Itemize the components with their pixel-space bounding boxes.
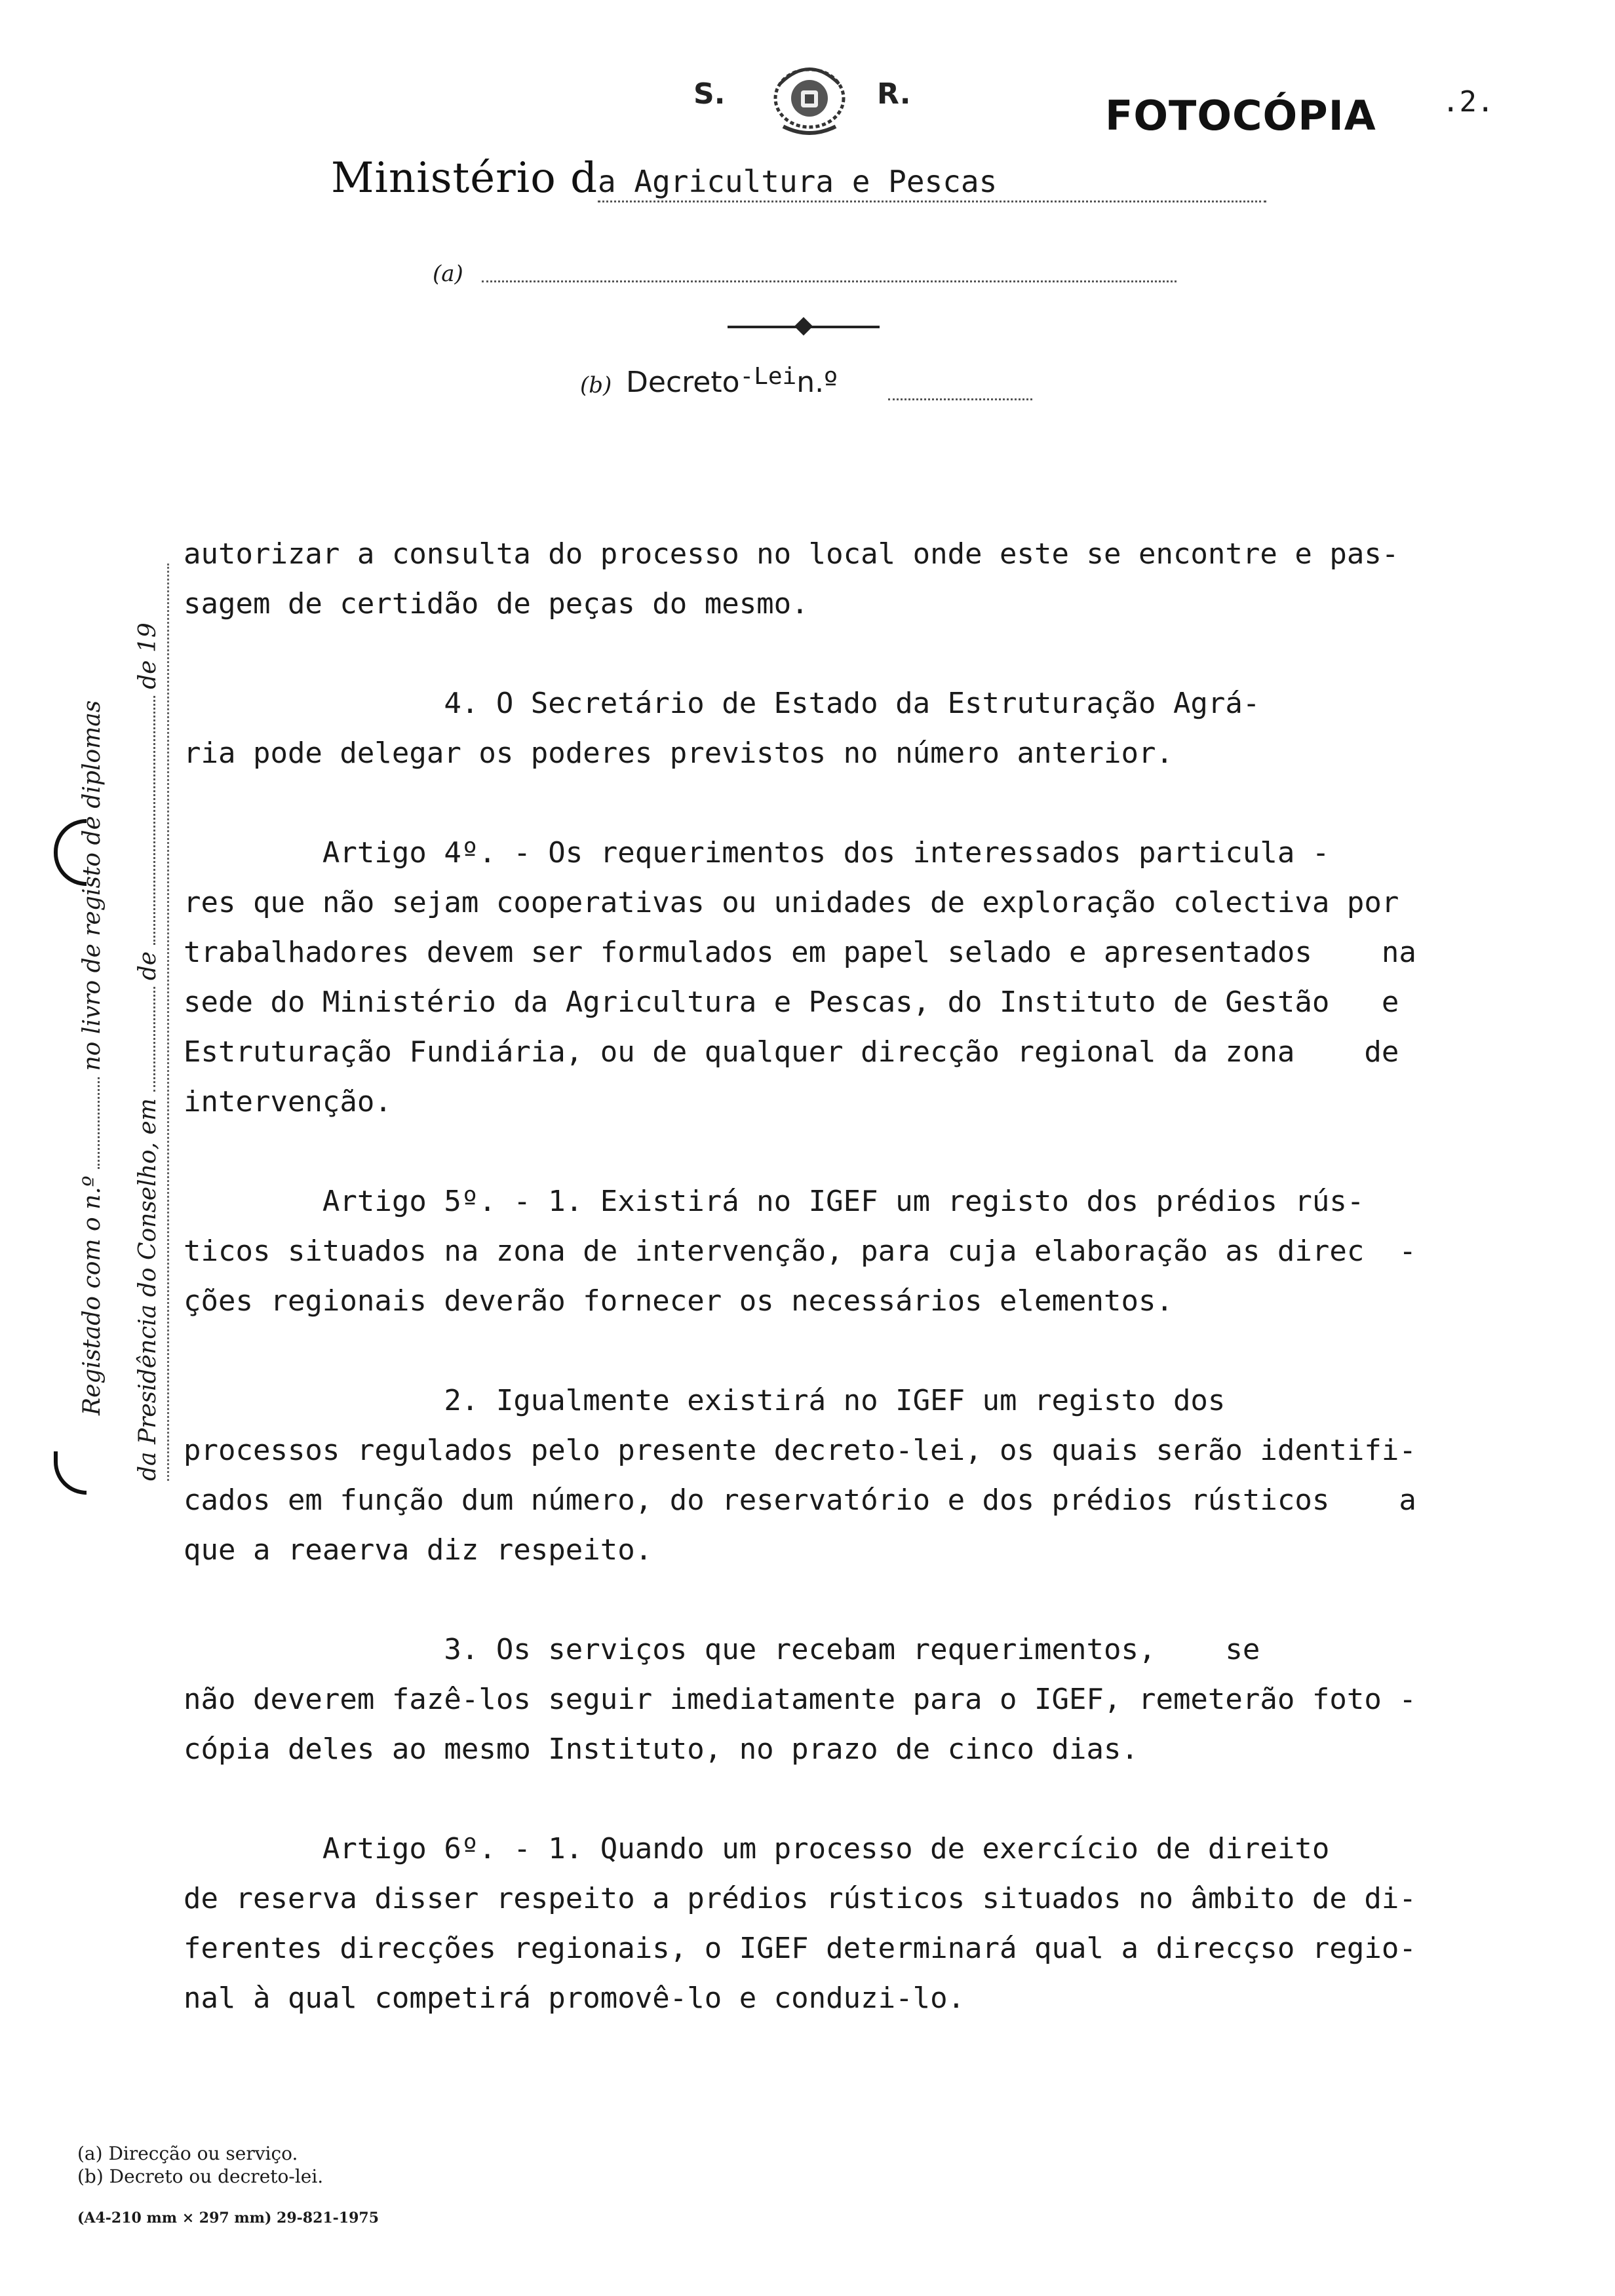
body-line: sede do Ministério da Agricultura e Pescas, do Instituto de Gestão e: [184, 985, 1399, 1019]
body-line: res que não sejam cooperativas ou unidades de exploração colectiva por: [184, 886, 1399, 919]
body-line: ria pode delegar os poderes previstos no número anterior.: [184, 737, 1173, 770]
margin-day-blank: [153, 987, 155, 1092]
decree-number-blank-line: [888, 398, 1032, 400]
footnote-a: (a) Direcção ou serviço.: [77, 2143, 298, 2164]
header-letter-r: R.: [877, 77, 911, 111]
margin-de-label: de: [134, 951, 161, 981]
body-line: não deverem fazê-los seguir imediatamente para o IGEF, remeterão foto -: [184, 1683, 1416, 1716]
field-label-b: (b): [580, 372, 612, 398]
body-line: processos regulados pelo presente decreto-lei, os quais serão identifi-: [184, 1434, 1416, 1467]
body-line: cados em função dum número, do reservatório e dos prédios rústicos a: [184, 1483, 1416, 1517]
coat-of-arms-icon: [767, 58, 852, 140]
ministry-name-field: a Agricultura e Pescas: [598, 164, 1266, 202]
body-line: que a reaerva diz respeito.: [184, 1533, 653, 1567]
field-a-blank-line: [482, 280, 1177, 282]
document-body: [184, 529, 1566, 2023]
divider-line-right: [808, 326, 880, 328]
body-line: nal à qual competirá promovê-lo e conduzi-lo.: [184, 1981, 965, 2015]
body-line: cópia deles ao mesmo Instituto, no prazo de cinco dias.: [184, 1732, 1138, 1766]
body-line: de reserva disser respeito a prédios rústicos situados no âmbito de di-: [184, 1882, 1416, 1915]
header-letter-s: S.: [693, 77, 726, 111]
margin-registered-label: Registado com o n.º: [79, 1176, 106, 1415]
body-line: trabalhadores devem ser formulados em papel selado e apresentados na: [184, 936, 1416, 969]
margin-year-label: de 19: [134, 622, 161, 689]
field-label-a: (a): [433, 261, 463, 287]
margin-registration-line-1: [79, 700, 106, 1415]
body-line: ferentes direcções regionais, o IGEF determinará qual a direcçso regio-: [184, 1932, 1416, 1965]
body-line: 3. Os serviços que recebam requerimentos, se: [184, 1633, 1260, 1666]
margin-presidency-label: da Presidência do Conselho, em: [134, 1098, 161, 1481]
footnote-b: (b) Decreto ou decreto-lei.: [77, 2166, 324, 2187]
body-line: Artigo 4º. - Os requerimentos dos interessados particula -: [184, 836, 1330, 870]
body-line: autorizar a consulta do processo no local onde este se encontre e pas-: [184, 537, 1399, 571]
decree-label: [626, 363, 838, 399]
body-line: Artigo 5º. - 1. Existirá no IGEF um registo dos prédios rús-: [184, 1185, 1365, 1218]
body-line: 2. Igualmente existirá no IGEF um registo dos: [184, 1384, 1226, 1417]
decree-number-label: n.º: [796, 366, 838, 399]
decree-type-fill: -Lei: [739, 363, 797, 390]
fotocopia-stamp: FOTOCÓPIA: [1105, 92, 1376, 140]
margin-registration-line-2: [134, 622, 161, 1481]
margin-month-blank: [153, 696, 155, 945]
body-line: ções regionais deverão fornecer os necessários elementos.: [184, 1284, 1173, 1318]
margin-number-blank: [98, 1077, 100, 1169]
body-line: sagem de certidão de peças do mesmo.: [184, 587, 809, 621]
body-line: Estruturação Fundiária, ou de qualquer direcção regional da zona de: [184, 1035, 1399, 1069]
divider-line-left: [728, 326, 800, 328]
decree-word: Decreto: [626, 366, 740, 399]
form-code: (A4-210 mm × 297 mm) 29-821-1975: [77, 2210, 379, 2227]
body-line: Artigo 6º. - 1. Quando um processo de exercício de direito: [184, 1832, 1330, 1866]
margin-book-label: no livro de registo de diplomas: [79, 700, 106, 1071]
ministry-title: Ministério d: [331, 154, 598, 202]
ministry-heading: [331, 154, 1266, 202]
body-line: intervenção.: [184, 1085, 392, 1119]
page-number: .2.: [1442, 85, 1494, 119]
body-line: ticos situados na zona de intervenção, para cuja elaboração as direc -: [184, 1234, 1416, 1268]
body-line: 4. O Secretário de Estado da Estruturação Agrá-: [184, 687, 1260, 720]
margin-brace-bottom: [54, 1451, 87, 1495]
margin-dotted-rule: [167, 564, 169, 1481]
